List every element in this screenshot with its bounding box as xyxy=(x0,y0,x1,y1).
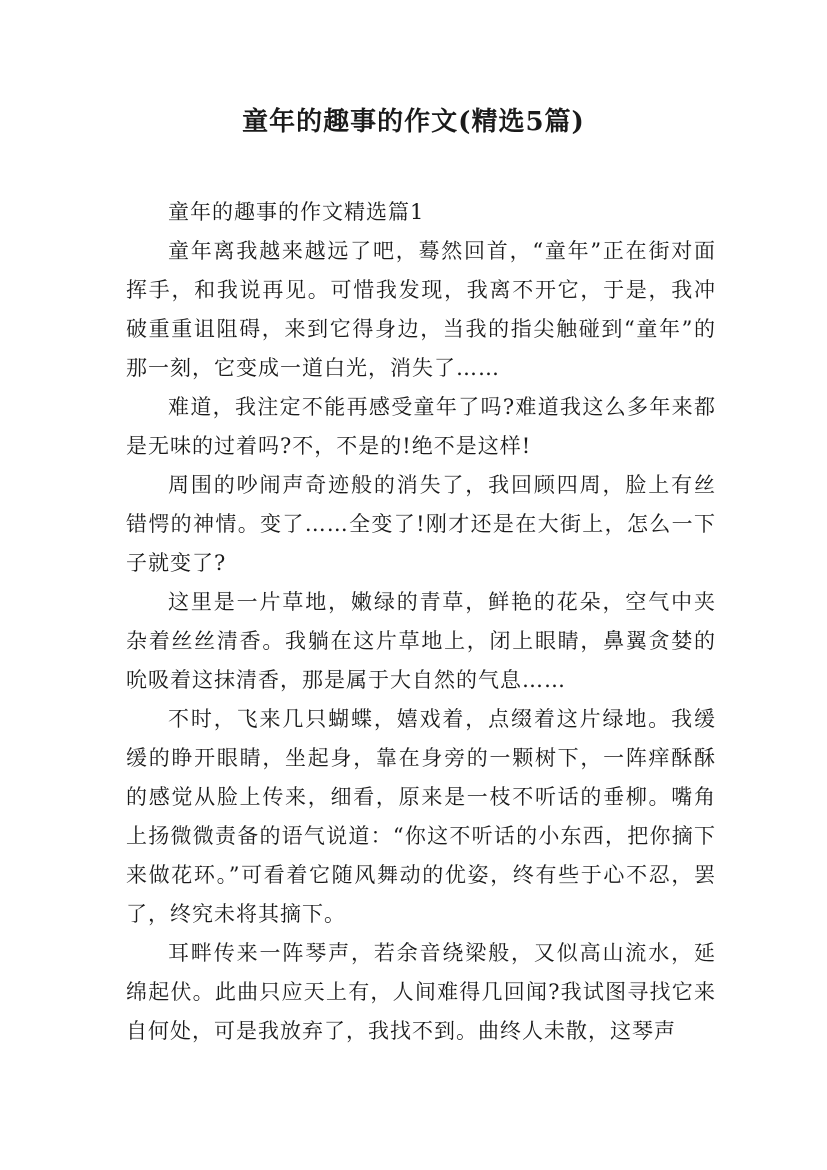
paragraph-3: 周围的吵闹声奇迹般的消失了，我回顾四周，脸上有丝错愕的神情。变了……全变了!刚才还是在大街上，怎么一下子就变了? xyxy=(126,473,716,575)
paragraph-4: 这里是一片草地，嫩绿的青草，鲜艳的花朵，空气中夹杂着丝丝清香。我躺在这片草地上，闭上眼睛，鼻翼贪婪的吮吸着这抹清香，那是属于大自然的气息…… xyxy=(126,590,716,692)
paragraph-1: 童年离我越来越远了吧，蓦然回首，“童年”正在街对面挥手，和我说再见。可惜我发现，我离不开它，于是，我冲破重重诅阻碍，来到它得身边，当我的指尖触碰到“童年”的那一刻，它变成一道白光，消失了…… xyxy=(126,239,716,380)
paragraph-2: 难道，我注定不能再感受童年了吗?难道我这么多年来都是无味的过着吗?不，不是的!绝不是这样! xyxy=(126,395,716,458)
paragraph-5: 不时，飞来几只蝴蝶，嬉戏着，点缀着这片绿地。我缓缓的睁开眼睛，坐起身，靠在身旁的一颗树下，一阵痒酥酥的感觉从脸上传来，细看，原来是一枝不听话的垂柳。嘴角上扬微微责备的语气说道：“你这不听话的小东西，把你摘下来做花环。”可看着它随风舞动的优姿，终有些于心不忍，罢了，终究未将其摘下。 xyxy=(126,707,716,926)
paragraph-6: 耳畔传来一阵琴声，若余音绕梁般，又似高山流水，延绵起伏。此曲只应天上有，人间难得几回闻?我试图寻找它来自何处，可是我放弃了，我找不到。曲终人未散，这琴声 xyxy=(126,941,716,1043)
document-body xyxy=(126,193,716,1051)
section-heading: 童年的趣事的作文精选篇1 xyxy=(168,200,425,224)
document-title: 童年的趣事的作文(精选5篇) xyxy=(242,107,585,137)
